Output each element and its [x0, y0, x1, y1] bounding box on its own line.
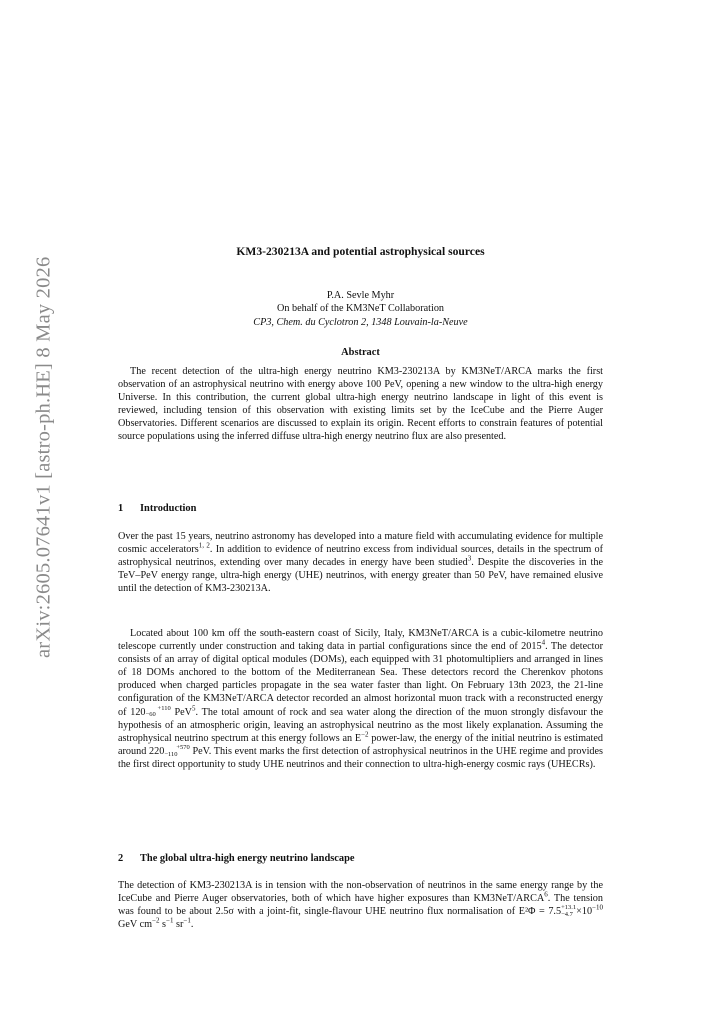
- text-run: ×10: [576, 906, 593, 918]
- text-run: . Despite the discoveries in the TeV–PeV energy range, ultra-high energy (UHE) neutrinos, with energy greater than 50 PeV, have remained elusive until the detection of KM3-230213A.: [118, 557, 604, 595]
- section-heading-introduction: [118, 503, 196, 514]
- text-run: sr: [173, 919, 184, 931]
- exponent: −10: [592, 903, 603, 912]
- section-number: 2: [118, 853, 124, 864]
- lower-error: −4.7: [561, 910, 573, 918]
- lower-error: −110: [164, 750, 178, 758]
- section-title: The global ultra-high energy neutrino landscape: [140, 853, 355, 864]
- text-run: Located about 100 km off the south-eastern coast of Sicily, Italy, KM3NeT/ARCA is a cubic-kilometre neutrino telescope currently under construction and taking data in partial configurations since the end of 2015: [118, 628, 603, 653]
- citation: 1, 2: [198, 541, 210, 550]
- text-run: PeV: [170, 706, 193, 718]
- exponent: −2: [361, 730, 369, 739]
- abstract-text: [118, 365, 603, 444]
- energy-uncertainty: [146, 706, 171, 719]
- author-name: P.A. Sevle Myhr: [326, 290, 395, 301]
- affiliation: CP3, Chem. du Cyclotron 2, 1348 Louvain-la-Neuve: [253, 316, 468, 328]
- section-heading-landscape: [118, 853, 354, 864]
- upper-error: +110: [157, 704, 171, 712]
- section-number: 1: [118, 503, 124, 514]
- arxiv-identifier: arXiv:2605.07641v1 [astro-ph.HE] 8 May 2026: [32, 256, 55, 658]
- text-run: Over the past 15 years, neutrino astronomy has developed into a mature field with accumulating evidence for multiple cosmic accelerators: [118, 531, 603, 556]
- exponent: −1: [166, 916, 174, 925]
- text-run: . The detector consists of an array of digital optical modules (DOMs), each equipped with 31 photomultipliers and arranged in lines of 18 DOMs anchored to the bottom of the Mediterranean Sea. These detectors record the Cherenkov photons produced when charged particles propagate in the sea water faster than light. On February 13th 2023, the 21-line configuration of the KM3NeT/ARCA detector recorded an almost horizontal muon track with a reconstructed energy of 120: [118, 641, 603, 718]
- citation: 6: [544, 890, 548, 899]
- author-block: [118, 289, 603, 329]
- upper-error: +13.1: [561, 904, 577, 912]
- intro-paragraph-1: [118, 530, 603, 595]
- section-title: Introduction: [140, 503, 197, 514]
- abstract-paragraph: The recent detection of the ultra-high energy neutrino KM3-230213A by KM3NeT/ARCA marks the first observation of an astrophysical neutrino with energy above 100 PeV, opening a new window to the ultra-high energy Universe. In this contribution, the current global ultra-high energy neutrino landscape in light of this event is reviewed, including tension of this observation with existing limits set by the IceCube and the Pierre Auger Observatories. Different scenarios are discussed to explain its origin. Recent efforts to constrain features of potential source populations using the inferred diffuse ultra-high energy neutrino flux are also presented.: [118, 366, 603, 443]
- text-run: .: [190, 919, 194, 931]
- text-run: . The tension was found to be about 2.5σ with a joint-fit, single-flavour UHE neutrino flux normalisation of E²Φ = 7.5: [118, 893, 603, 918]
- exponent: −2: [152, 916, 160, 925]
- exponent: −1: [183, 916, 191, 925]
- abstract-heading: Abstract: [341, 347, 380, 358]
- collaboration: On behalf of the KM3NeT Collaboration: [276, 303, 445, 315]
- upper-error: +570: [176, 744, 190, 752]
- text-run: GeV cm: [118, 919, 153, 931]
- paper-title: KM3-230213A and potential astrophysical sources: [236, 245, 485, 258]
- text-run: The detection of KM3-230213A is in tension with the non-observation of neutrinos in the same energy range by the IceCube and Pierre Auger observatories, both of which have higher exposures than KM3NeT/ARCA: [118, 880, 603, 905]
- intro-paragraph-2: [118, 627, 603, 771]
- text-run: PeV. This event marks the first detection of astrophysical neutrinos in the UHE regime and provides the first direct opportunity to study UHE neutrinos and their connection to ultra-high-energy cosmic rays (UHECRs).: [118, 745, 603, 771]
- landscape-paragraph-1: [118, 879, 603, 931]
- lower-error: −60: [145, 711, 156, 719]
- text-run: . The total amount of rock and sea water along the direction of the muon strongly disfavour the hypothesis of an atmospheric origin, leaving an astrophysical neutrino as the most likely explanation. Assuming the astrophysical neutrino spectrum at this energy follows an E: [118, 706, 603, 744]
- text-run: . In addition to evidence of neutrino excess from individual sources, details in the spectrum of astrophysical neutrinos, extending over many decades in energy have been studied: [118, 544, 603, 569]
- text-run: power-law, the energy of the initial neutrino is estimated around 220: [118, 732, 604, 757]
- citation: 5: [192, 704, 196, 713]
- citation: 3: [467, 554, 472, 563]
- citation: 4: [541, 638, 546, 647]
- text-run: s: [159, 919, 167, 931]
- energy-uncertainty: [164, 745, 189, 758]
- flux-uncertainty: [561, 905, 576, 918]
